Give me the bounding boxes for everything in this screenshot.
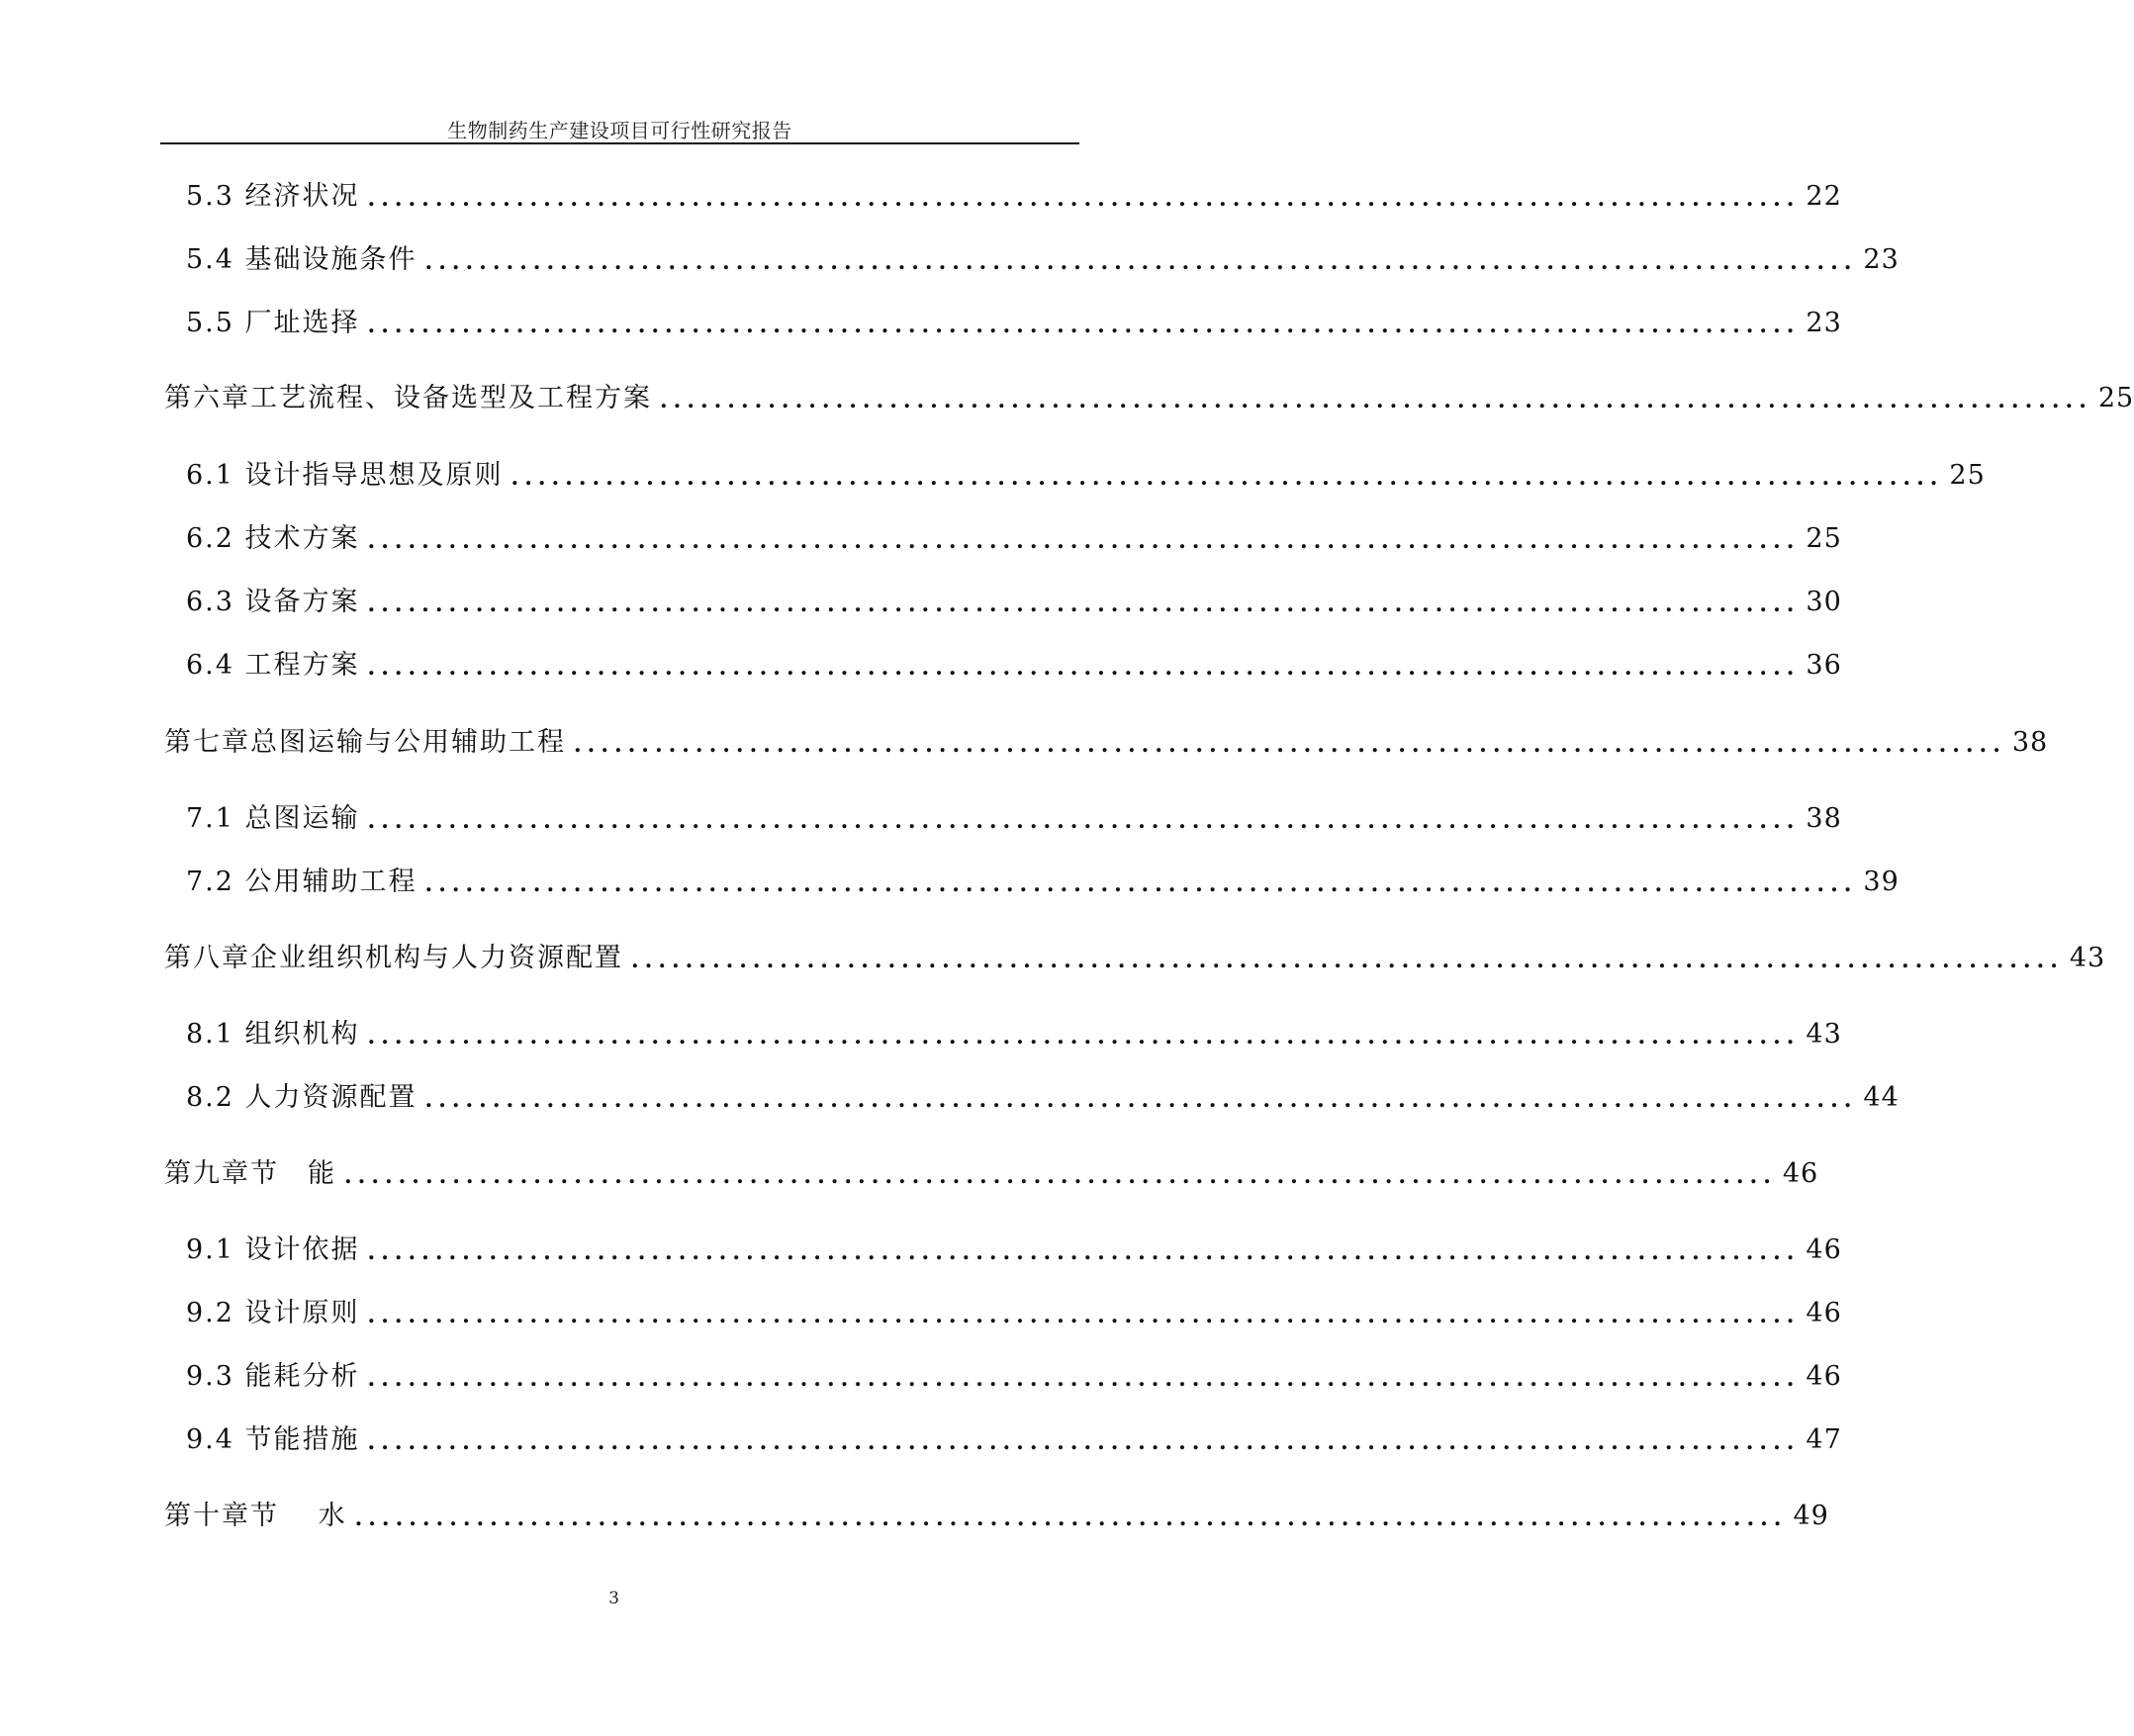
dot-leader: .......................................................................................................... <box>354 1506 1788 1531</box>
toc-entry[interactable] <box>186 1417 1842 1457</box>
toc-chapter-title: 节 能 <box>250 1158 336 1189</box>
dot-leader: .......................................................................................................... <box>367 1024 1801 1050</box>
toc-entry[interactable] <box>186 174 1842 214</box>
toc-entry[interactable] <box>186 643 1842 683</box>
toc-entry-page: 39 <box>1863 867 1900 897</box>
toc-entry[interactable] <box>186 860 1900 899</box>
toc-entry[interactable] <box>186 516 1842 556</box>
toc-chapter-entry[interactable] <box>164 936 2106 975</box>
dot-leader: .......................................................................................................... <box>510 465 1944 491</box>
toc-entry-title: 7.2 公用辅助工程 <box>186 867 418 897</box>
dot-leader: .......................................................................................................... <box>367 592 1801 617</box>
toc-chapter-entry[interactable] <box>164 1151 1819 1191</box>
dot-leader: .......................................................................................................... <box>631 948 2064 973</box>
toc-entry[interactable] <box>186 796 1842 836</box>
toc-entry[interactable] <box>186 453 1986 493</box>
toc-chapter-title: 总图运输与公用辅助工程 <box>250 727 566 758</box>
running-header: 生物制药生产建设项目可行性研究报告 <box>447 119 792 142</box>
dot-leader: .......................................................................................................... <box>424 871 1858 897</box>
dot-leader: .......................................................................................................... <box>660 388 2092 413</box>
toc-entry-page: 22 <box>1806 181 1842 212</box>
dot-leader: .......................................................................................................... <box>367 655 1801 681</box>
dot-leader: .......................................................................................................... <box>367 1303 1801 1328</box>
toc-entry-title: 5.4 基础设施条件 <box>186 244 418 275</box>
toc-entry-title: 6.1 设计指导思想及原则 <box>186 460 504 491</box>
toc-entry-title: 9.2 设计原则 <box>186 1298 360 1328</box>
toc-entry-title: 5.5 厂址选择 <box>186 308 360 338</box>
toc-entry-title: 5.3 经济状况 <box>186 181 360 212</box>
toc-entry-page: 25 <box>1949 460 1986 491</box>
toc-entry-page: 43 <box>2069 943 2106 973</box>
toc-entry-page: 25 <box>1806 523 1842 554</box>
toc-entry-title: 9.3 能耗分析 <box>186 1361 360 1392</box>
toc-entry-page: 46 <box>1782 1158 1819 1189</box>
toc-entry[interactable] <box>186 580 1842 619</box>
toc-chapter-number: 第八章 <box>164 943 250 973</box>
toc-entry-page: 30 <box>1806 587 1842 617</box>
toc-entry[interactable] <box>186 301 1842 340</box>
toc-entry-page: 38 <box>1806 803 1842 834</box>
page-number: 3 <box>608 1589 619 1608</box>
toc-entry-title: 9.1 设计依据 <box>186 1234 360 1265</box>
toc-entry-page: 46 <box>1806 1234 1842 1265</box>
toc-chapter-entry[interactable] <box>164 376 2134 415</box>
toc-entry-page: 43 <box>1806 1019 1842 1050</box>
dot-leader: .......................................................................................................... <box>344 1163 1777 1189</box>
toc-entry-page: 23 <box>1806 308 1842 338</box>
toc-entry-page: 36 <box>1806 650 1842 681</box>
dot-leader: .......................................................................................................... <box>367 186 1801 212</box>
toc-entry-title: 8.2 人力资源配置 <box>186 1082 418 1113</box>
toc-entry-page: 47 <box>1806 1424 1842 1455</box>
toc-chapter-title: 节 水 <box>250 1501 347 1531</box>
toc-chapter-entry[interactable] <box>164 720 2049 760</box>
toc-chapter-title: 工艺流程、设备选型及工程方案 <box>250 383 652 413</box>
dot-leader: .......................................................................................................... <box>367 1366 1801 1392</box>
toc-chapter-title: 企业组织机构与人力资源配置 <box>250 943 623 973</box>
toc-chapter-number: 第七章 <box>164 727 250 758</box>
toc-entry-page: 44 <box>1863 1082 1900 1113</box>
dot-leader: .......................................................................................................... <box>367 808 1801 834</box>
dot-leader: .......................................................................................................... <box>424 249 1858 275</box>
toc-entry-title: 7.1 总图运输 <box>186 803 360 834</box>
toc-entry-title: 6.2 技术方案 <box>186 523 360 554</box>
dot-leader: .......................................................................................................... <box>574 732 2006 758</box>
toc-chapter-number: 第十章 <box>164 1501 250 1531</box>
toc-entry-page: 25 <box>2097 383 2134 413</box>
toc-entry[interactable] <box>186 1228 1842 1267</box>
toc-entry-title: 6.3 设备方案 <box>186 587 360 617</box>
toc-entry-page: 49 <box>1793 1501 1829 1531</box>
dot-leader: .......................................................................................................... <box>367 1429 1801 1455</box>
toc-entry[interactable] <box>186 1291 1842 1330</box>
dot-leader: .......................................................................................................... <box>367 313 1801 338</box>
dot-leader: .......................................................................................................... <box>367 528 1801 554</box>
toc-entry-page: 46 <box>1806 1361 1842 1392</box>
toc-entry-page: 38 <box>2011 727 2049 758</box>
toc-entry[interactable] <box>186 237 1900 277</box>
toc-entry[interactable] <box>186 1075 1900 1115</box>
dot-leader: .......................................................................................................... <box>424 1087 1858 1113</box>
toc-entry-title: 9.4 节能措施 <box>186 1424 360 1455</box>
toc-entry-page: 23 <box>1863 244 1900 275</box>
toc-entry-page: 46 <box>1806 1298 1842 1328</box>
toc-chapter-entry[interactable] <box>164 1494 1829 1533</box>
toc-chapter-number: 第六章 <box>164 383 250 413</box>
toc-entry[interactable] <box>186 1012 1842 1051</box>
toc-entry[interactable] <box>186 1354 1842 1394</box>
toc-entry-title: 6.4 工程方案 <box>186 650 360 681</box>
toc-chapter-number: 第九章 <box>164 1158 250 1189</box>
toc-entry-title: 8.1 组织机构 <box>186 1019 360 1050</box>
dot-leader: .......................................................................................................... <box>367 1239 1801 1265</box>
